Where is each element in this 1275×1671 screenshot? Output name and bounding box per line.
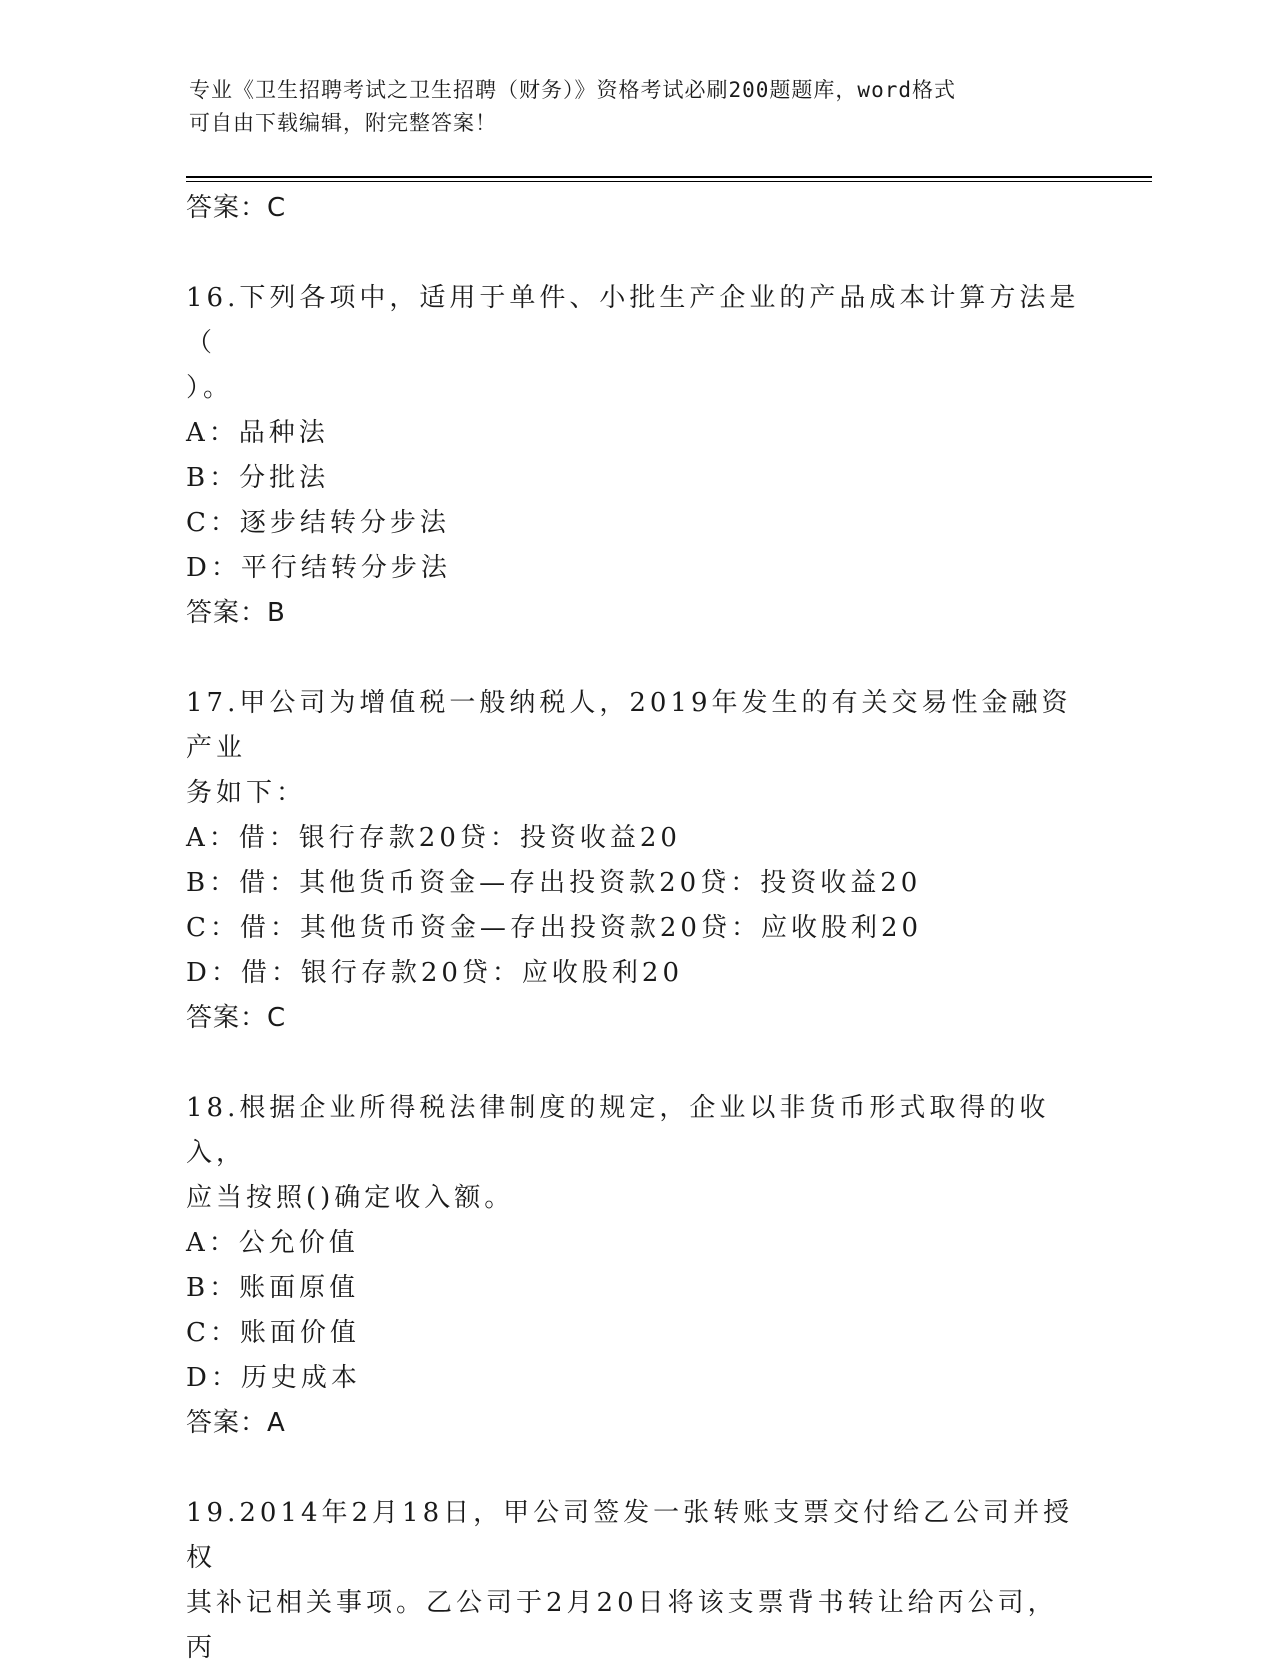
option-a: A：借：银行存款20贷：投资收益20 bbox=[186, 823, 681, 853]
question-18 bbox=[186, 1086, 1086, 1446]
answer-previous: 答案：C bbox=[186, 193, 287, 223]
question-19 bbox=[186, 1491, 1086, 1671]
option-c: C：逐步结转分步法 bbox=[186, 508, 450, 538]
option-a: A：公允价值 bbox=[186, 1228, 359, 1258]
header-rule-thin bbox=[186, 181, 1152, 182]
question-stem: 16.下列各项中，适用于单件、小批生产企业的产品成本计算方法是（ bbox=[186, 283, 1080, 358]
spacer bbox=[186, 1446, 1086, 1491]
document-header bbox=[189, 74, 1069, 140]
option-c: C：借：其他货币资金—存出投资款20贷：应收股利20 bbox=[186, 913, 923, 943]
spacer bbox=[186, 1041, 1086, 1086]
answer: 答案：A bbox=[186, 1408, 286, 1438]
spacer bbox=[186, 636, 1086, 681]
header-line-2: 可自由下载编辑，附完整答案！ bbox=[189, 111, 497, 135]
question-stem-cont: 务如下： bbox=[186, 778, 307, 808]
spacer bbox=[186, 231, 1086, 276]
question-16 bbox=[186, 276, 1086, 636]
option-d: D：借：银行存款20贷：应收股利20 bbox=[186, 958, 684, 988]
option-d: D：平行结转分步法 bbox=[186, 553, 451, 583]
question-stem-cont: 应当按照()确定收入额。 bbox=[186, 1183, 515, 1213]
option-b: B：借：其他货币资金—存出投资款20贷：投资收益20 bbox=[186, 868, 922, 898]
option-b: B：账面原值 bbox=[186, 1273, 360, 1303]
question-stem-cont: 其补记相关事项。乙公司于2月20日将该支票背书转让给丙公司，丙 bbox=[186, 1588, 1058, 1663]
option-d: D：历史成本 bbox=[186, 1363, 361, 1393]
option-a: A：品种法 bbox=[186, 418, 329, 448]
question-stem-cont: ）。 bbox=[186, 373, 234, 403]
question-stem: 17.甲公司为增值税一般纳税人，2019年发生的有关交易性金融资产业 bbox=[186, 688, 1072, 763]
answer: 答案：B bbox=[186, 598, 286, 628]
answer: 答案：C bbox=[186, 1003, 287, 1033]
option-b: B：分批法 bbox=[186, 463, 330, 493]
question-stem: 19.2014年2月18日，甲公司签发一张转账支票交付给乙公司并授权 bbox=[186, 1498, 1074, 1573]
question-17 bbox=[186, 681, 1086, 1041]
option-c: C：账面价值 bbox=[186, 1318, 360, 1348]
header-line-1: 专业《卫生招聘考试之卫生招聘（财务）》资格考试必刷200题题库，word格式 bbox=[189, 78, 956, 102]
question-list bbox=[186, 186, 1086, 1671]
header-rule-thick bbox=[186, 176, 1152, 178]
question-stem: 18.根据企业所得税法律制度的规定，企业以非货币形式取得的收入， bbox=[186, 1093, 1050, 1168]
